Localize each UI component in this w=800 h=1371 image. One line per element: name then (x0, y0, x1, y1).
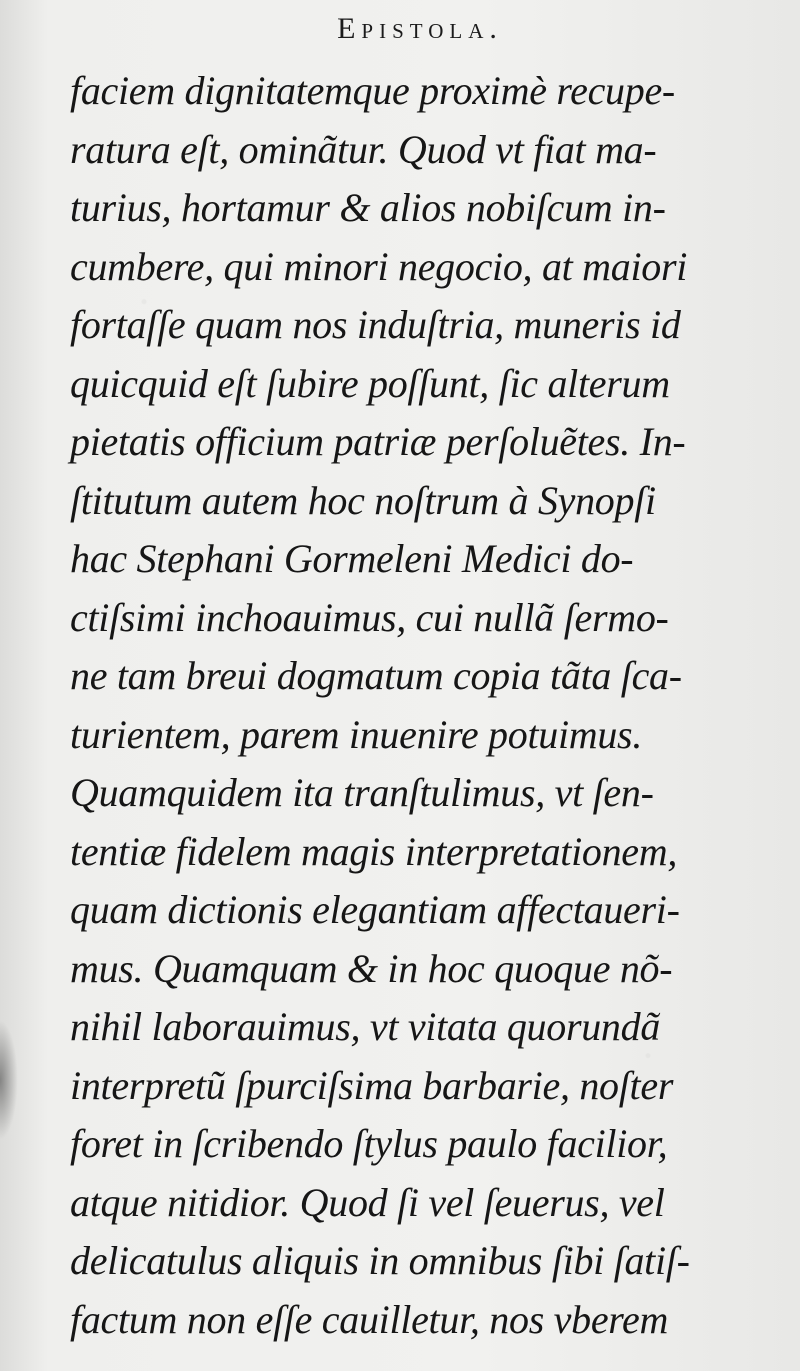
text-line-9: hac Stephani Gormeleni Medici do- (70, 536, 634, 581)
text-line-5: fortaſſe quam nos induſtria, muneris id (70, 302, 681, 347)
text-line-12: turientem, parem inuenire potuimus. (70, 711, 643, 757)
text-line-17: nihil laborauimus, vt vitata quorundã (70, 1004, 661, 1049)
text-line-18: interpretũ ſpurciſsima barbarie, noſter (70, 1062, 674, 1108)
text-line-22: factum non eſſe cauilletur, nos vberem (70, 1296, 669, 1342)
text-line-16: mus. Quamquam & in hoc quoque nõ- (70, 945, 673, 991)
running-head: Epistola. (337, 12, 503, 45)
text-line-1: faciem dignitatemque proximè recupe- (70, 68, 675, 113)
body-text (70, 62, 710, 1349)
text-line-8: ſtitutum autem hoc noſtrum à Synopſi (70, 477, 656, 523)
text-line-13: Quamquidem ita tranſtulimus, vt ſen- (70, 770, 654, 815)
text-line-20: atque nitidior. Quod ſi vel ſeuerus, vel (70, 1179, 665, 1225)
text-line-2: ratura eſt, ominãtur. Quod vt fiat ma- (70, 126, 657, 172)
text-line-7: pietatis officium patriæ perſoluẽtes. In- (70, 419, 686, 464)
text-line-6: quicquid eſt ſubire poſſunt, ſic alterum (70, 360, 670, 406)
text-line-15: quam dictionis elegantiam affectaueri- (70, 887, 680, 932)
text-line-19: foret in ſcribendo ſtylus paulo facilior, (70, 1121, 668, 1166)
text-line-21: delicatulus aliquis in omnibus ſibi ſatiſ- (70, 1238, 690, 1283)
binding-shadow (0, 1020, 18, 1140)
text-line-4: cumbere, qui minori negocio, at maiori (70, 243, 688, 289)
text-line-3: turius, hortamur & alios nobiſcum in- (70, 185, 666, 230)
text-line-10: ctiſsimi inchoauimus, cui nullã ſermo- (70, 594, 669, 640)
text-line-11: ne tam breui dogmatum copia tãta ſca- (70, 653, 682, 698)
text-line-14: tentiæ fidelem magis interpretationem, (70, 828, 678, 874)
